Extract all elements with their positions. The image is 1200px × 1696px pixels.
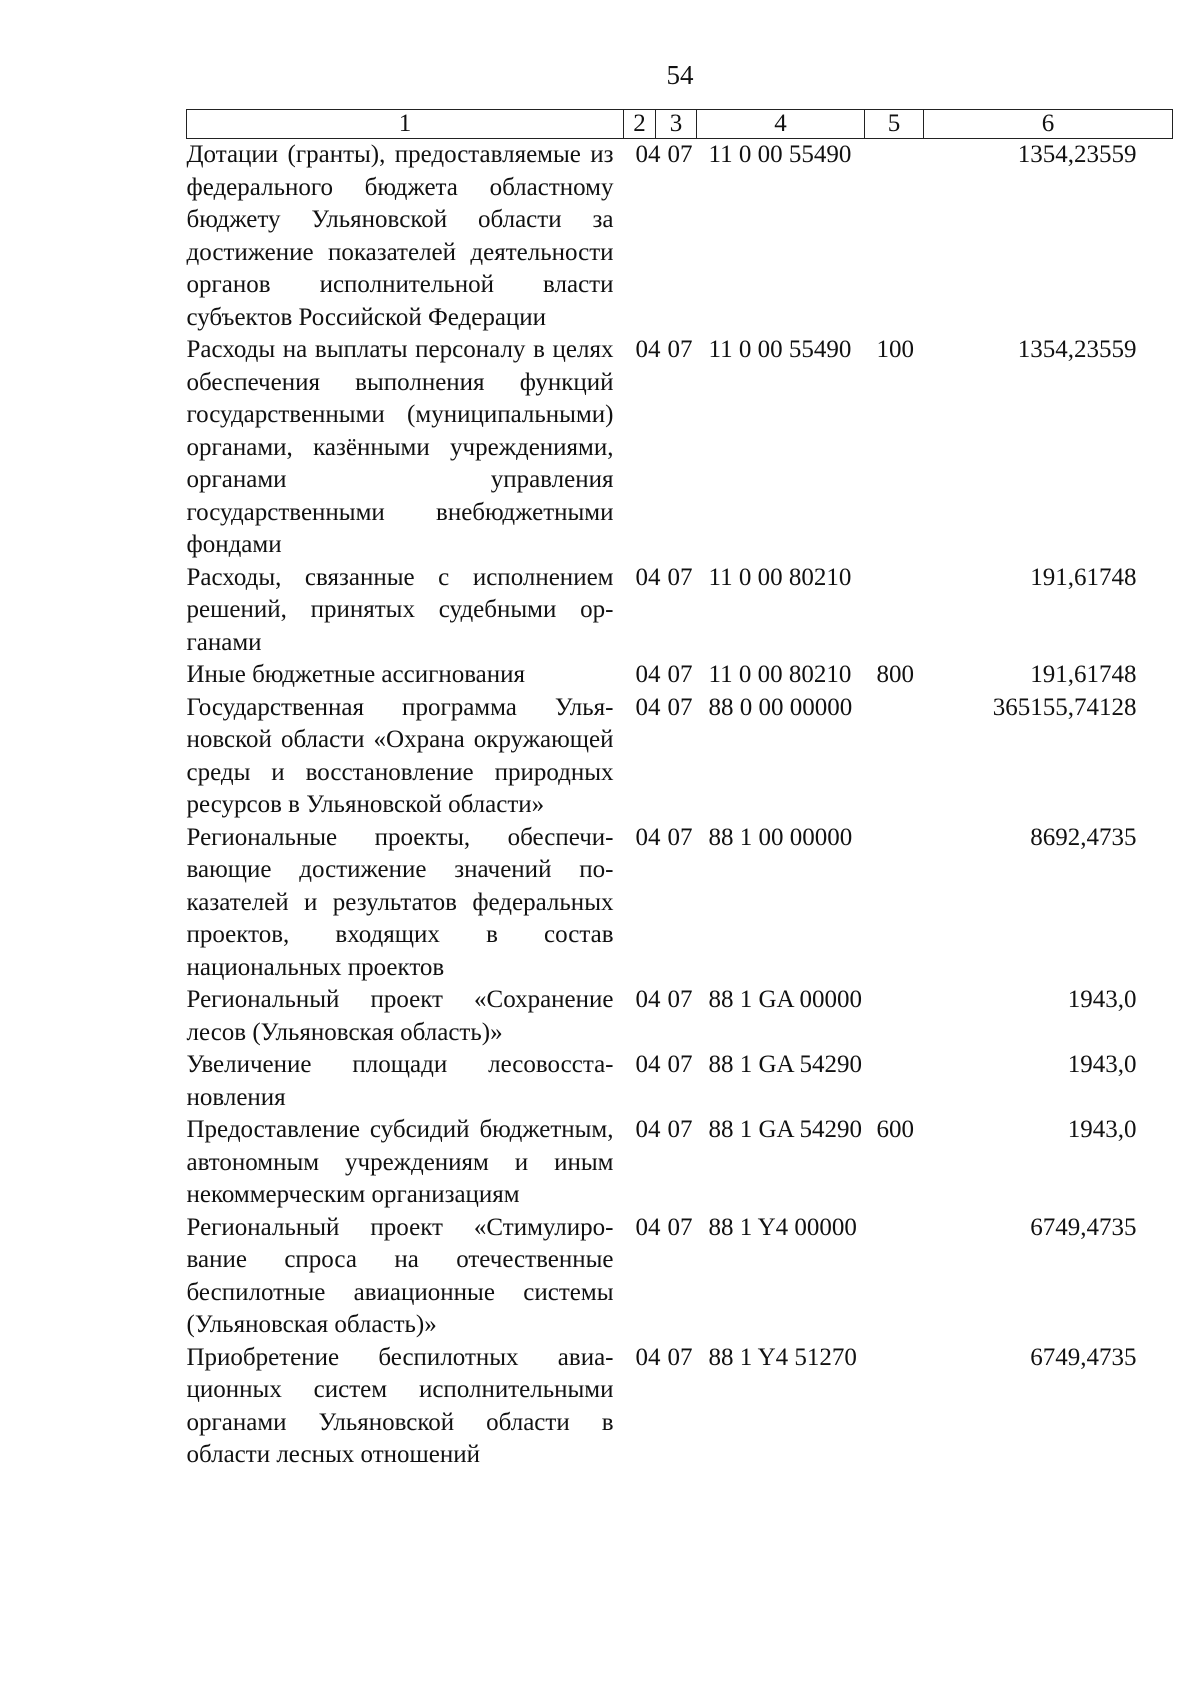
row-amount: 1943,0 xyxy=(1067,1116,1137,1143)
row-description: Предоставление субсидий бюджетным, автономным учреждениям и иным некоммерческим организациям xyxy=(186,1116,614,1208)
row-target-article: 88 1 GA 00000 xyxy=(708,986,862,1013)
row-subsection-code: 07 xyxy=(667,823,693,851)
row-target-article: 88 1 GA 54290 xyxy=(708,1051,862,1078)
row-subsection-code: 07 xyxy=(667,1051,693,1078)
row-target-article: 88 0 00 00000 xyxy=(708,693,853,721)
header-col-2: 2 xyxy=(624,110,656,139)
table-header xyxy=(187,110,1173,139)
row-expense-type xyxy=(865,984,924,1049)
row-amount: 191,61748 xyxy=(1030,563,1137,591)
row-amount: 1943,0 xyxy=(1067,986,1137,1013)
row-section-code: 04 xyxy=(635,1116,661,1143)
row-amount: 191,61748 xyxy=(1030,661,1137,688)
row-section-code: 04 xyxy=(635,823,661,851)
row-expense-type xyxy=(865,692,924,822)
row-amount: 1943,0 xyxy=(1067,1051,1137,1078)
table-row xyxy=(187,139,1173,335)
header-col-4: 4 xyxy=(697,110,865,139)
row-amount: 8692,4735 xyxy=(1030,823,1137,851)
row-section-code: 04 xyxy=(635,1213,661,1241)
row-target-article: 11 0 00 55490 xyxy=(708,336,852,363)
table-row xyxy=(187,562,1173,660)
row-description: Иные бюджетные ассигнования xyxy=(186,661,526,688)
row-expense-type xyxy=(865,139,924,335)
row-target-article: 88 1 00 00000 xyxy=(708,823,853,851)
row-description: Дотации (гранты), предоставляемые из федерального бюджета областному бюджету Ульяновской области за достижение показателей деятельности органов исполнительной власти субъектов Российской Федерации xyxy=(186,141,614,331)
table-row xyxy=(187,1114,1173,1212)
row-expense-type: 600 xyxy=(876,1116,914,1143)
row-subsection-code: 07 xyxy=(667,336,693,363)
table-row xyxy=(187,1049,1173,1114)
row-description: Региональный проект «Сохранение лесов (Ульяновская область)» xyxy=(186,986,614,1046)
row-section-code: 04 xyxy=(635,563,661,591)
row-subsection-code: 07 xyxy=(667,1213,693,1241)
row-section-code: 04 xyxy=(635,141,661,168)
header-col-6: 6 xyxy=(924,110,1173,139)
page-number: 54 xyxy=(666,60,694,90)
header-col-5: 5 xyxy=(865,110,924,139)
row-subsection-code: 07 xyxy=(667,563,693,591)
row-section-code: 04 xyxy=(635,661,661,688)
row-subsection-code: 07 xyxy=(667,141,693,168)
row-target-article: 11 0 00 80210 xyxy=(708,661,852,688)
row-amount: 6749,4735 xyxy=(1030,1213,1137,1241)
row-subsection-code: 07 xyxy=(667,693,693,721)
row-subsection-code: 07 xyxy=(667,986,693,1013)
header-col-1: 1 xyxy=(187,110,624,139)
table-row xyxy=(187,692,1173,822)
row-expense-type: 800 xyxy=(876,661,914,688)
header-col-3: 3 xyxy=(656,110,697,139)
row-section-code: 04 xyxy=(635,1343,661,1371)
row-expense-type xyxy=(865,1049,924,1114)
row-description: Государственная программа Ульяновской области «Охрана окружающей среды и восстановление природных ресурсов в Ульяновской области» xyxy=(186,693,614,818)
row-subsection-code: 07 xyxy=(667,1343,693,1371)
row-expense-type xyxy=(865,1212,924,1342)
row-description: Региональный проект «Стимулирование спроса на отечественные беспилотные авиационные системы (Ульяновская область)» xyxy=(186,1213,614,1338)
table-row xyxy=(187,822,1173,985)
row-description: Приобретение беспилотных авиационных систем исполнительными органами Ульяновской области в области лесных отношений xyxy=(186,1343,614,1468)
row-amount: 365155,74128 xyxy=(992,693,1137,721)
budget-table xyxy=(186,109,1173,1472)
table-row xyxy=(187,334,1173,562)
row-expense-type xyxy=(865,822,924,985)
row-section-code: 04 xyxy=(635,693,661,721)
row-target-article: 88 1 Y4 00000 xyxy=(708,1213,857,1241)
table-row xyxy=(187,984,1173,1049)
row-subsection-code: 07 xyxy=(667,661,693,688)
row-expense-type xyxy=(865,562,924,660)
row-target-article: 11 0 00 80210 xyxy=(708,563,852,591)
row-expense-type xyxy=(865,1342,924,1472)
table-row xyxy=(187,659,1173,692)
row-expense-type: 100 xyxy=(876,336,914,363)
table-body xyxy=(187,139,1173,1472)
header-row xyxy=(187,110,1173,139)
row-amount: 6749,4735 xyxy=(1030,1343,1137,1371)
row-subsection-code: 07 xyxy=(667,1116,693,1143)
row-section-code: 04 xyxy=(635,986,661,1013)
row-amount: 1354,23559 xyxy=(1017,336,1137,363)
row-section-code: 04 xyxy=(635,336,661,363)
table-row xyxy=(187,1342,1173,1472)
row-description: Увеличение площади лесовосстановления xyxy=(186,1051,614,1111)
row-description: Расходы, связанные с исполнением решений, принятых судебными органами xyxy=(186,563,614,656)
row-target-article: 88 1 GA 54290 xyxy=(708,1116,862,1143)
row-target-article: 88 1 Y4 51270 xyxy=(708,1343,857,1371)
row-target-article: 11 0 00 55490 xyxy=(708,141,852,168)
row-description: Региональные проекты, обеспечивающие достижение значений показателей и результатов федеральных проектов, входящих в состав национальных проектов xyxy=(186,823,614,981)
row-amount: 1354,23559 xyxy=(1017,141,1137,168)
table-row xyxy=(187,1212,1173,1342)
row-section-code: 04 xyxy=(635,1051,661,1078)
row-description: Расходы на выплаты персоналу в целях обеспечения выполнения функций государственными (муниципальными) органами, казёнными учреждениями, органами управления государственными внебюджетными фондами xyxy=(186,336,614,558)
